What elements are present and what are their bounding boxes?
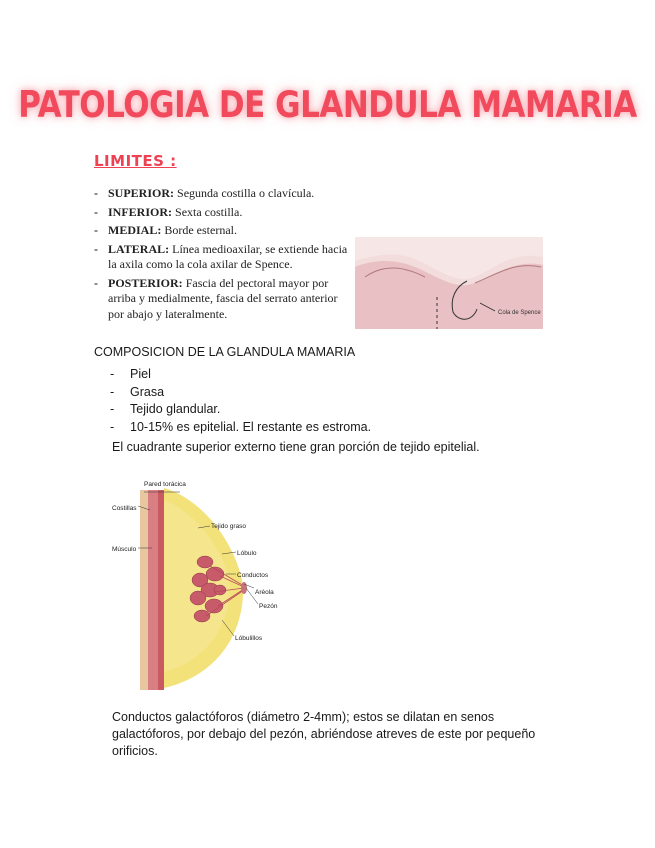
limit-label: POSTERIOR: [108,275,183,290]
composition-item: - Tejido glandular. [110,401,371,419]
composition-item: - 10-15% es epitelial. El restante es estroma. [110,419,371,437]
limit-inferior [94,205,350,221]
limit-text: Segunda costilla o clavícula. [174,186,315,200]
limit-label: SUPERIOR: [108,186,175,200]
composition-item: - Piel [110,366,371,384]
limit-medial [94,223,350,239]
quadrant-note: El cuadrante superior externo tiene gran porción de tejido epitelial. [112,440,480,454]
label-costillas: Costillas [112,505,137,512]
breast-anatomy-illustration [110,470,300,690]
spence-label: Cola de Spence [498,310,541,316]
limit-text: Sexta costilla. [172,204,243,219]
limit-label: LATERAL: [108,241,170,256]
limit-text: Línea medioaxilar, se extiende hacia la axila como la cola axilar de Spence. [108,241,348,271]
page-title: PATOLOGIA DE GLANDULA MAMARIA [18,84,637,127]
limit-superior [94,186,350,202]
composition-list [110,366,371,436]
limit-lateral [94,242,350,273]
label-musculo: Músculo [112,546,137,553]
limit-label: MEDIAL: [108,223,162,237]
label-lobulillos: Lóbulillos [235,635,263,642]
label-areola: Aréola [255,589,274,596]
composition-heading: COMPOSICION DE LA GLANDULA MAMARIA [94,345,356,359]
ducts-paragraph: Conductos galactóforos (diámetro 2-4mm); estos se dilatan en senos galactóforos, por debajo del pezón, abriéndose atreves de este por pequeño orificios. [112,710,536,758]
label-lobulo: Lóbulo [237,550,257,557]
limit-text: Borde esternal. [161,223,237,237]
label-tejido-graso: Tejido graso [211,523,247,530]
limits-heading: LIMITES : [94,152,177,170]
limit-text: Fascia del pectoral mayor por arriba y medialmente, fascia del serrato anterior por abajo y lateralmente. [108,275,338,321]
label-pared: Pared torácica [144,481,186,488]
label-pezon: Pezón [259,603,278,610]
limit-label: INFERIOR: [108,204,173,219]
limits-list [94,186,350,325]
label-conductos: Conductos [237,572,269,579]
limit-posterior [94,276,350,323]
composition-item: - Grasa [110,384,371,402]
axilla-illustration [355,237,543,329]
